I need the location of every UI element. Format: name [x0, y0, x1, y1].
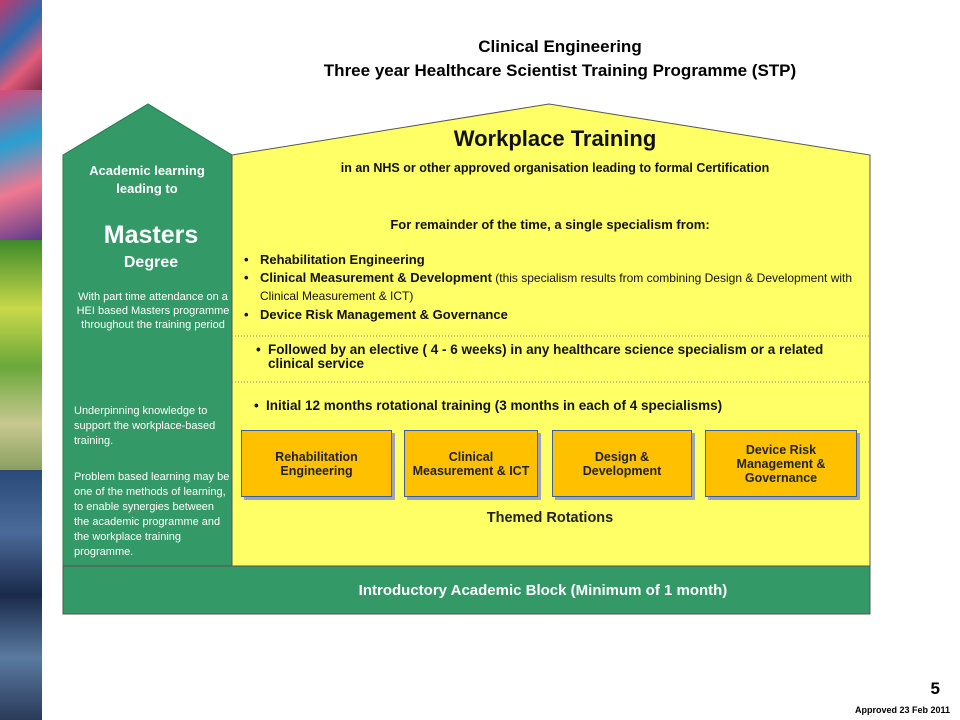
approval-date: Approved 23 Feb 2011 — [854, 705, 950, 715]
elective-bullet: • Followed by an elective ( 4 - 6 weeks) in any healthcare science specialism or a related clinical service — [256, 343, 856, 371]
workplace-subtitle: in an NHS or other approved organisation leading to formal Certification — [340, 161, 770, 175]
rotation-design-development: Design & Development — [552, 430, 692, 497]
page-title-line1: Clinical Engineering — [478, 37, 642, 56]
initial-training-bullet: • Initial 12 months rotational training (3 months in each of 4 specialisms) — [254, 398, 864, 413]
themed-rotations-label: Themed Rotations — [486, 510, 614, 526]
underpinning-text: Underpinning knowledge to support the workplace-based training. — [74, 405, 216, 447]
specialism-label: Clinical Measurement & Development — [260, 270, 492, 285]
remainder-heading: For remainder of the time, a single specialism from: — [390, 217, 710, 232]
specialism-list — [244, 250, 864, 324]
part-time-text: With part time attendance on a HEI based Masters programme throughout the training period — [76, 291, 230, 331]
degree-label: Degree — [123, 254, 179, 271]
specialism-item — [244, 269, 864, 305]
specialism-label: Rehabilitation Engineering — [260, 252, 425, 267]
page-number: 5 — [930, 679, 940, 698]
rotation-rehabilitation-engineering: Rehabilitation Engineering — [241, 430, 392, 497]
rotation-clinical-measurement-ict: Clinical Measurement & ICT — [404, 430, 538, 497]
rotation-device-risk-management: Device Risk Management & Governance — [705, 430, 857, 497]
masters-label: Masters — [103, 221, 199, 249]
intro-block-label: Introductory Academic Block (Minimum of 1 month) — [358, 582, 728, 599]
specialism-item — [244, 250, 864, 269]
academic-heading: Academic learning leading to — [89, 163, 205, 196]
page-title-line2: Three year Healthcare Scientist Training Programme (STP) — [323, 61, 797, 80]
workplace-title: Workplace Training — [453, 126, 657, 151]
specialism-label: Device Risk Management & Governance — [260, 307, 508, 322]
specialism-note: (this specialism results from combining Design & Development with Clinical Measurement & ICT) — [260, 271, 853, 303]
problem-based-text: Problem based learning may be one of the methods of learning, to enable synergies between the academic programme and the workplace training programme. — [74, 471, 230, 558]
specialism-item — [244, 305, 864, 324]
